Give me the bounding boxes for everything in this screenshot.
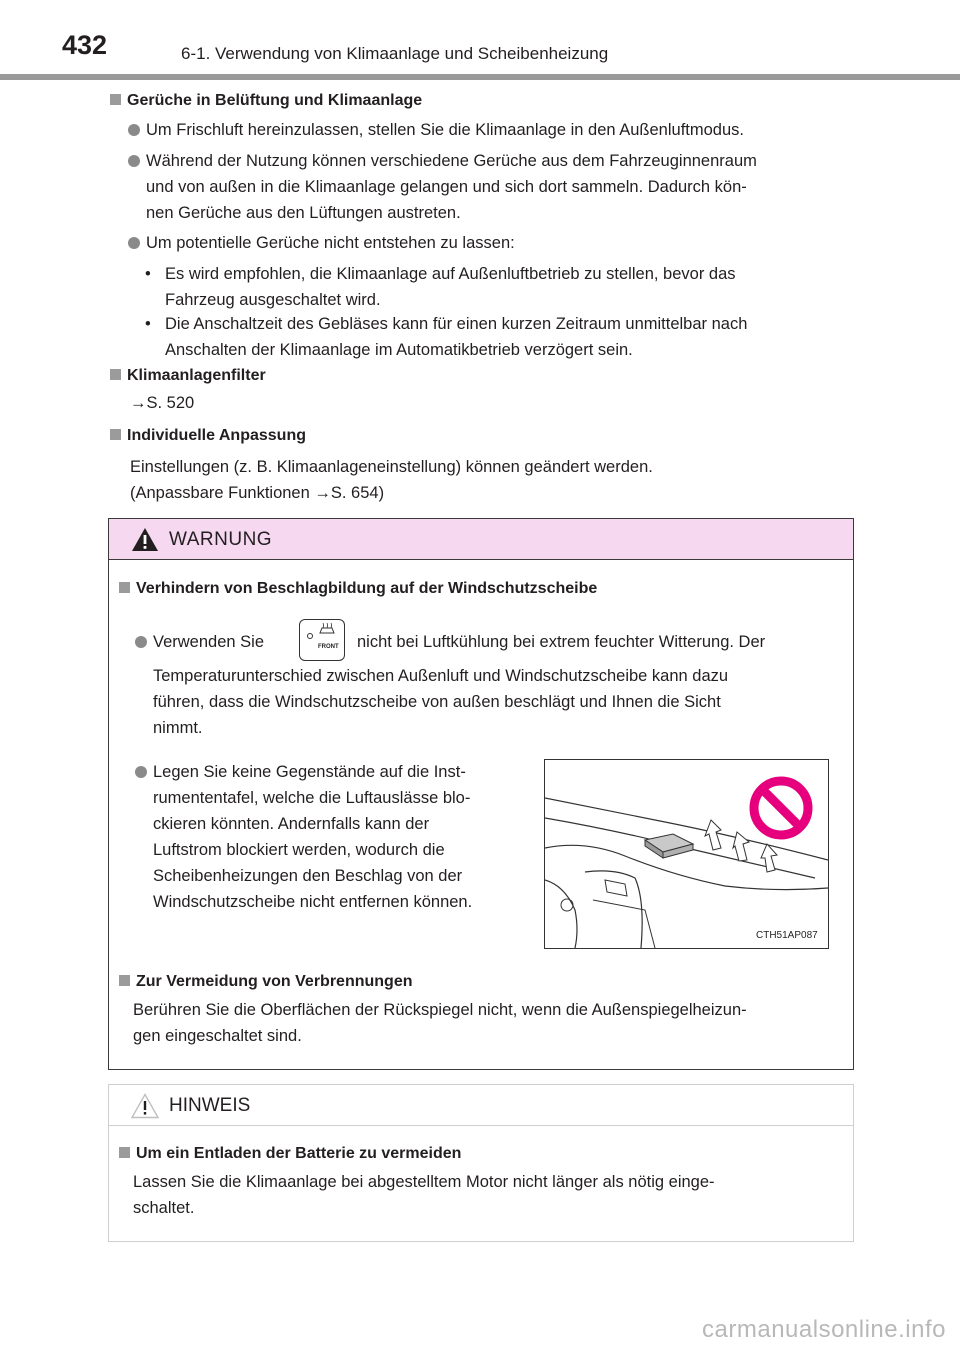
bullet-text: Um Frischluft hereinzulassen, stellen Sie die Klimaanlage in den Außenluftmodus.	[146, 121, 744, 139]
warning-text: rumententafel, welche die Luftauslässe blo-	[153, 789, 471, 807]
bullet-text: Um potentielle Gerüche nicht entstehen zu lassen:	[146, 234, 515, 252]
bullet-text: Während der Nutzung können verschiedene Gerüche aus dem Fahrzeuginnenraum	[146, 152, 757, 170]
custom-text: Einstellungen (z. B. Klimaanlageneinstellung) können geändert werden.	[130, 458, 653, 476]
section-heading-text: Um ein Entladen der Batterie zu vermeiden	[136, 1145, 462, 1162]
circle-bullet-icon	[135, 636, 147, 648]
bullet-text: nen Gerüche aus den Lüftungen austreten.	[146, 204, 461, 222]
warning-text: Windschutzscheibe nicht entfernen können.	[153, 893, 473, 911]
warning-text: nimmt.	[153, 719, 203, 737]
square-bullet-icon	[119, 975, 130, 986]
sub-bullet-text: Anschalten der Klimaanlage im Automatikbetrieb verzögert sein.	[165, 341, 633, 359]
header-rule	[0, 74, 960, 80]
front-defroster-button-icon	[299, 619, 345, 661]
warning-text: Verwenden Sie	[153, 633, 264, 651]
sub-bullet: •	[145, 265, 151, 283]
figure-code: CTH51AP087	[756, 930, 818, 941]
hint-section-heading	[119, 1145, 461, 1163]
custom-ref-link[interactable]: (Anpassbare Funktionen →S. 654)	[130, 484, 385, 502]
square-bullet-icon	[110, 429, 121, 440]
page-number: 432	[62, 30, 108, 60]
section-heading-text: Klimaanlagenfilter	[127, 367, 266, 384]
hint-header	[109, 1085, 853, 1126]
warning-section-heading	[119, 580, 597, 598]
page-header	[0, 0, 960, 80]
dashboard-illustration	[544, 759, 829, 949]
bullet-text: und von außen in die Klimaanlage gelangen und sich dort sammeln. Dadurch kön-	[146, 178, 747, 196]
warning-text: Luftstrom blockiert werden, wodurch die	[153, 841, 445, 859]
section-heading-text: Gerüche in Belüftung und Klimaanlage	[127, 92, 423, 109]
warning-text: ckieren könnten. Andernfalls kann der	[153, 815, 430, 833]
circle-bullet-icon	[128, 237, 140, 249]
sub-bullet-text: Es wird empfohlen, die Klimaanlage auf Außenluftbetrieb zu stellen, bevor das	[165, 265, 736, 283]
sub-bullet-text: Fahrzeug ausgeschaltet wird.	[165, 291, 381, 309]
sub-bullet-text: Die Anschaltzeit des Gebläses kann für einen kurzen Zeitraum unmittelbar nach	[165, 315, 748, 333]
warning-text: führen, dass die Windschutzscheibe von außen beschlägt und Ihnen die Sicht	[153, 693, 721, 711]
warning-text: Temperaturunterschied zwischen Außenluft und Windschutzscheibe kann dazu	[153, 667, 729, 685]
page-reference-link[interactable]: →S. 520	[130, 394, 195, 412]
section-heading-filter	[110, 367, 266, 385]
warning-text: Legen Sie keine Gegenstände auf die Inst-	[153, 763, 466, 781]
watermark: carmanualsonline.info	[702, 1316, 946, 1343]
sub-bullet: •	[145, 315, 151, 333]
defroster-icon	[300, 620, 344, 660]
dashboard-drawing	[545, 760, 828, 948]
warning-triangle-icon	[131, 527, 159, 552]
circle-bullet-icon	[135, 766, 147, 778]
hint-box	[108, 1084, 854, 1242]
warning-header	[109, 519, 853, 560]
warning-text: gen eingeschaltet sind.	[133, 1027, 302, 1045]
button-label: FRONT	[318, 644, 339, 650]
square-bullet-icon	[110, 94, 121, 105]
square-bullet-icon	[119, 582, 130, 593]
warning-text: nicht bei Luftkühlung bei extrem feuchter Witterung. Der	[357, 633, 766, 651]
square-bullet-icon	[110, 369, 121, 380]
warning-text: Berühren Sie die Oberflächen der Rückspiegel nicht, wenn die Außenspiegelheizun-	[133, 1001, 747, 1019]
circle-bullet-icon	[128, 124, 140, 136]
section-heading-text: Individuelle Anpassung	[127, 427, 306, 444]
section-heading-text: Verhindern von Beschlagbildung auf der Windschutzscheibe	[136, 580, 598, 597]
circle-bullet-icon	[128, 155, 140, 167]
hint-text: Lassen Sie die Klimaanlage bei abgestelltem Motor nicht länger als nötig einge-	[133, 1173, 715, 1191]
section-heading-custom	[110, 427, 306, 445]
section-heading-text: Zur Vermeidung von Verbrennungen	[136, 973, 413, 990]
chapter-title: 6-1. Verwendung von Klimaanlage und Scheibenheizung	[181, 44, 609, 63]
warning-title: WARNUNG	[169, 529, 273, 550]
section-heading-odors	[110, 92, 422, 110]
caution-triangle-outline-icon	[131, 1093, 159, 1119]
warning-section-heading	[119, 973, 412, 991]
hint-text: schaltet.	[133, 1199, 195, 1217]
hint-title: HINWEIS	[169, 1095, 251, 1116]
square-bullet-icon	[119, 1147, 130, 1158]
warning-text: Scheibenheizungen den Beschlag von der	[153, 867, 463, 885]
